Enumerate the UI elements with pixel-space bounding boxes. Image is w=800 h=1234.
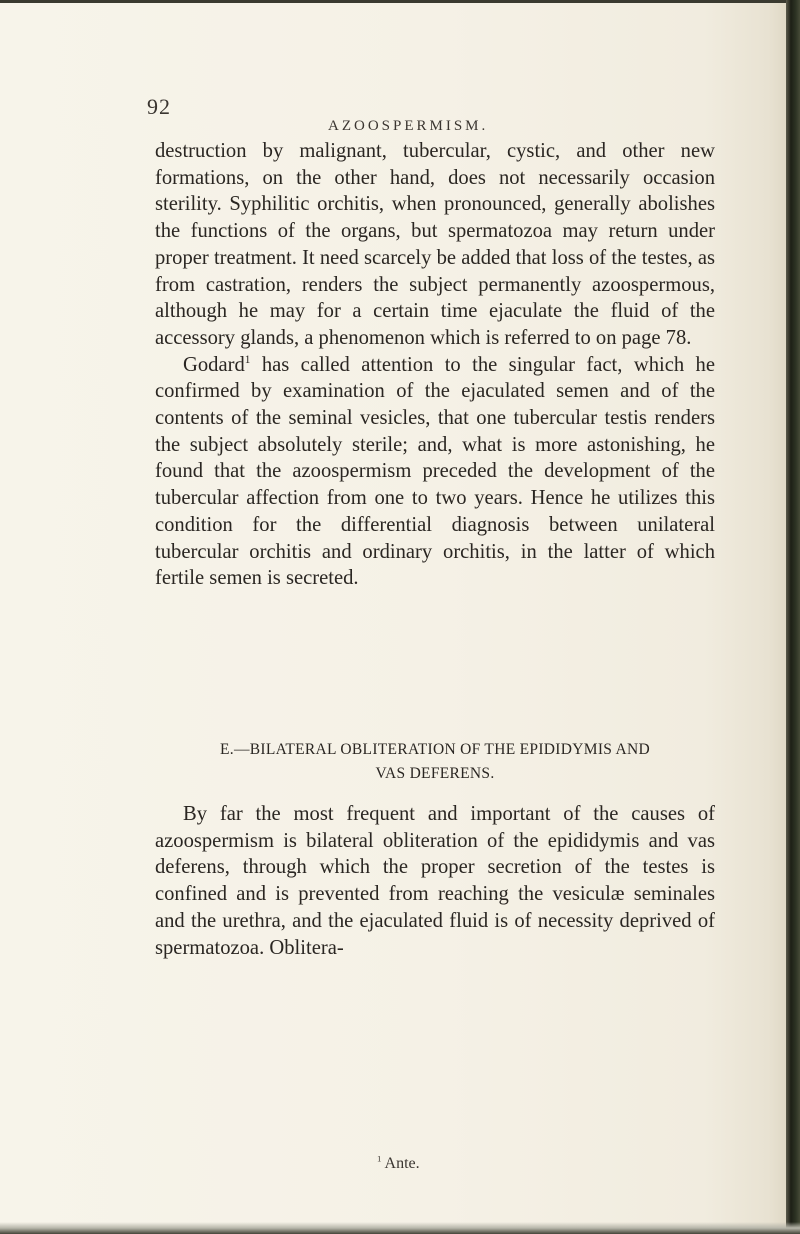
footnote-text: Ante.: [381, 1155, 420, 1172]
bottom-page-edge: [0, 1222, 800, 1234]
running-head: AZOOSPERMISM.: [328, 118, 489, 134]
paragraph-2: [155, 352, 715, 592]
paragraph-3: By far the most frequent and important of the causes of azoospermism is bilateral obliteration of the epididymis and vas deferens, through which the proper secretion of the testes is confined and is prevented from reaching the vesiculæ seminales and the urethra, and the ejaculated fluid is of necessity deprived of spermatozoa. Oblitera-: [155, 803, 715, 959]
section-heading-line-1: E.—BILATERAL OBLITERATION OF THE EPIDIDYMIS AND: [220, 741, 650, 758]
page-number: 92: [147, 94, 171, 119]
footnote: [377, 1155, 420, 1173]
paragraph-2-text: has called attention to the singular fact, which he confirmed by examination of the ejaculated semen and of the contents of the seminal vesicles, that one tubercular testis renders the subject absolutely sterile; and, what is more astonishing, he found that the azoospermism preceded the development of the tubercular affection from one to two years. Hence he utilizes this condition for the differential diagnosis between unilateral tubercular orchitis and ordinary orchitis, in the latter of which fertile semen is secreted.: [155, 353, 715, 590]
top-page-edge: [0, 0, 800, 3]
paragraph-2-author: Godard: [183, 353, 245, 376]
section-heading: [155, 738, 715, 786]
body-text-top: [155, 138, 715, 592]
footnote-reference: 1: [244, 353, 251, 366]
section-heading-line-2: VAS DEFERENS.: [375, 765, 495, 782]
paragraph-1: destruction by malignant, tubercular, cystic, and other new formations, on the other hand, does not necessarily occasion sterility. Syphilitic orchitis, when pronounced, generally abolishes the functions of the organs, but spermatozoa may return under proper treatment. It need scarcely be added that loss of the testes, as from castration, renders the subject permanently azoospermous, although he may for a certain time ejaculate the fluid of the accessory glands, a phenomenon which is referred to on page 78.: [155, 140, 715, 349]
book-edge-shadow: [786, 0, 800, 1234]
footnote-marker: 1: [377, 1153, 382, 1164]
body-text-bottom: [155, 801, 715, 961]
